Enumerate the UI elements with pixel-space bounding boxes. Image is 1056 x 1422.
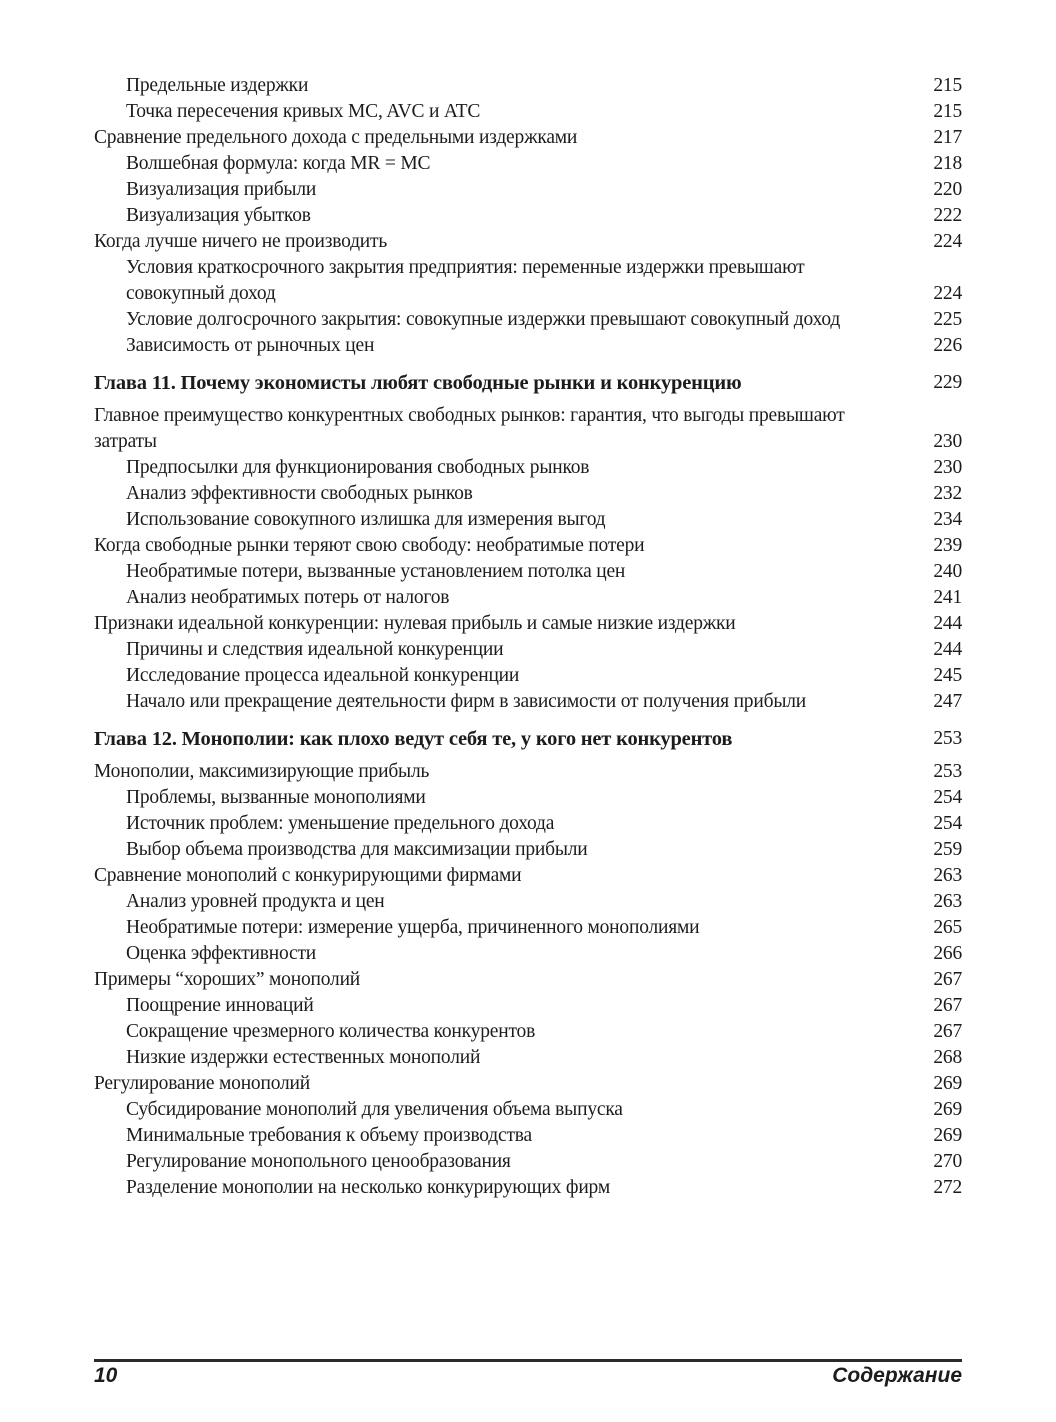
footer-rule [94,1359,962,1362]
toc-entry [94,333,962,359]
toc-entry [94,993,962,1019]
toc-entry-title: Визуализация прибыли [126,179,317,200]
toc-entry-title: Точка пересечения кривых MC, AVC и ATC [126,101,481,122]
toc-entry-page: 232 [933,483,962,504]
toc-entry-title: Условие долгосрочного закрытия: совокупные издержки превышают совокупный доход [126,309,841,330]
toc-entry-title: Зависимость от рыночных цен [126,335,375,356]
toc-entry [94,863,962,889]
toc-entry-page: 266 [933,943,962,964]
toc-entry-title: Необратимые потери: измерение ущерба, причиненного монополиями [126,917,700,938]
toc-entry [94,585,962,611]
toc-entry-title: Глава 11. Почему экономисты любят свободные рынки и конкуренцию [94,372,742,394]
toc-entry-page: 234 [933,509,962,530]
toc-entry [94,177,962,203]
toc-entry-page: 226 [933,335,962,356]
toc-entry-page: 247 [933,691,962,712]
toc-entry [94,1097,962,1123]
toc-entry-title: Анализ уровней продукта и цен [126,891,385,912]
toc-chapter-entry [94,370,962,396]
toc-entry-title: Начало или прекращение деятельности фирм в зависимости от получения прибыли [126,691,806,712]
page-number: 10 [94,1364,118,1387]
toc-entry-title: Волшебная формула: когда MR = MC [126,153,431,174]
toc-entry-page: 224 [933,283,962,304]
toc-entry [94,689,962,715]
toc-entry [94,915,962,941]
toc-entry [94,663,962,689]
toc-entry-page: 272 [933,1177,962,1198]
toc-entry-page: 229 [933,372,962,393]
toc-entry [94,611,962,637]
toc-entry-title: Поощрение инноваций [126,995,314,1016]
toc-entry-title: Анализ необратимых потерь от налогов [126,587,450,608]
toc-entry [94,1149,962,1175]
toc-entry [94,941,962,967]
toc-entry-title: Регулирование монополий [94,1073,311,1094]
toc-entry-title: Оценка эффективности [126,943,317,964]
toc-entry-title: Выбор объема производства для максимизации прибыли [126,839,588,860]
toc-entry-page: 217 [933,127,962,148]
toc-entry-page: 215 [933,75,962,96]
toc-entry [94,507,962,533]
toc-entry-page: 241 [933,587,962,608]
toc-entry [94,455,962,481]
toc-entry-page: 267 [933,969,962,990]
toc-entry-title: Сравнение предельного дохода с предельными издержками [94,127,578,148]
toc-entry [94,1123,962,1149]
toc-entry-page: 230 [933,431,962,452]
toc-entry-title: Источник проблем: уменьшение предельного дохода [126,813,555,834]
toc-entry-title: Предельные издержки [126,75,309,96]
toc-entry [94,125,962,151]
toc-entry [94,785,962,811]
toc-entry-title: Регулирование монопольного ценообразования [126,1151,511,1172]
toc-entry [94,637,962,663]
toc-entry-page: 218 [933,153,962,174]
toc-entry-page: 220 [933,179,962,200]
toc-entry-page: 253 [933,761,962,782]
toc-entry [94,811,962,837]
toc-entry-page: 259 [933,839,962,860]
toc-entry-title: Условия краткосрочного закрытия предприятия: переменные издержки превышают совокупный доход [126,257,805,304]
toc-entry-page: 263 [933,865,962,886]
toc-entry-title: Когда лучше ничего не производить [94,231,388,252]
toc-entry-title: Когда свободные рынки теряют свою свободу: необратимые потери [94,535,645,556]
toc-entry-title: Главное преимущество конкурентных свободных рынков: гарантия, что выгоды превышают затраты [94,405,845,452]
toc-entry-page: 240 [933,561,962,582]
toc-entry [94,837,962,863]
toc-entry-page: 239 [933,535,962,556]
toc-entry-page: 224 [933,231,962,252]
running-title: Содержание [832,1364,962,1387]
toc-entry-title: Примеры “хороших” монополий [94,969,361,990]
toc-entry-page: 245 [933,665,962,686]
toc-entry-page: 254 [933,813,962,834]
toc-entry-page: 253 [933,728,962,749]
toc-entry [94,99,962,125]
toc-entry [94,1019,962,1045]
toc-entry-title: Проблемы, вызванные монополиями [126,787,426,808]
toc-entry-page: 269 [933,1125,962,1146]
toc-entry [94,1071,962,1097]
toc-entry-title: Визуализация убытков [126,205,311,226]
toc-entry-title: Глава 12. Монополии: как плохо ведут себя те, у кого нет конкурентов [94,728,733,750]
page-footer [94,1364,962,1392]
toc-entry-page: 230 [933,457,962,478]
toc-entry-page: 267 [933,995,962,1016]
toc-entry [94,759,962,785]
toc-entry-title: Сокращение чрезмерного количества конкурентов [126,1021,536,1042]
toc-entry [94,533,962,559]
toc-entry-page: 269 [933,1099,962,1120]
toc-entry-title: Причины и следствия идеальной конкуренции [126,639,504,660]
table-of-contents [94,73,962,1201]
toc-entry-title: Низкие издержки естественных монополий [126,1047,481,1068]
toc-entry [94,403,962,455]
toc-entry-title: Субсидирование монополий для увеличения объема выпуска [126,1099,623,1120]
toc-entry [94,889,962,915]
toc-entry-page: 254 [933,787,962,808]
toc-chapter-entry [94,726,962,752]
toc-entry-title: Монополии, максимизирующие прибыль [94,761,430,782]
toc-entry-page: 215 [933,101,962,122]
toc-entry-title: Разделение монополии на несколько конкурирующих фирм [126,1177,610,1198]
toc-entry-page: 267 [933,1021,962,1042]
toc-entry [94,203,962,229]
toc-entry-page: 269 [933,1073,962,1094]
toc-entry-page: 222 [933,205,962,226]
toc-entry [94,307,962,333]
toc-entry [94,1175,962,1201]
toc-entry-title: Использование совокупного излишка для измерения выгод [126,509,606,530]
toc-entry [94,481,962,507]
toc-entry-page: 270 [933,1151,962,1172]
toc-entry-title: Минимальные требования к объему производства [126,1125,533,1146]
toc-entry [94,967,962,993]
toc-entry-title: Признаки идеальной конкуренции: нулевая прибыль и самые низкие издержки [94,613,736,634]
toc-entry-title: Исследование процесса идеальной конкуренции [126,665,520,686]
toc-entry-page: 268 [933,1047,962,1068]
toc-entry [94,151,962,177]
toc-entry-title: Предпосылки для функционирования свободных рынков [126,457,590,478]
toc-entry-title: Сравнение монополий с конкурирующими фирмами [94,865,522,886]
toc-entry [94,255,962,307]
toc-entry-page: 263 [933,891,962,912]
toc-entry-title: Анализ эффективности свободных рынков [126,483,473,504]
toc-entry-page: 265 [933,917,962,938]
toc-entry-page: 225 [933,309,962,330]
toc-entry-page: 244 [933,613,962,634]
toc-entry [94,229,962,255]
toc-entry [94,73,962,99]
toc-entry [94,559,962,585]
toc-entry-title: Необратимые потери, вызванные установлением потолка цен [126,561,626,582]
toc-entry-page: 244 [933,639,962,660]
toc-entry [94,1045,962,1071]
